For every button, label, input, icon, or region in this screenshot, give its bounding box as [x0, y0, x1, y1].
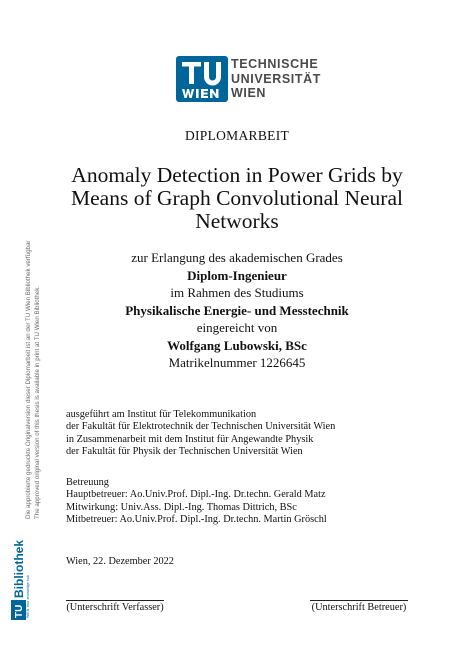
tu-wien-logo-wordmark	[231, 57, 406, 101]
degree-name: Diplom-Ingenieur	[187, 267, 287, 283]
watermark-line-1: Die approbierte gedruckte Originalversion dieser Diplomarbeit ist an der TU Wien Bibliothek verfügbar	[25, 240, 32, 519]
signature-author: (Unterschrift Verfasser)	[66, 602, 164, 613]
institute-block	[66, 409, 335, 458]
title-line-2: Means of Graph Convolutional Neural	[71, 186, 403, 210]
svg-text:WIEN Your knowledge hub: WIEN Your knowledge hub	[26, 575, 30, 618]
degree-intro: zur Erlangung des akademischen Grades	[131, 250, 343, 265]
svg-text:TU: TU	[14, 604, 25, 618]
study-program: Physikalische Energie- und Messtechnik	[125, 302, 349, 318]
document-type: DIPLOMARBEIT	[184, 128, 290, 143]
supervision-heading: Betreuung	[66, 477, 109, 488]
author-name: Wolfgang Lubowski, BSc	[167, 337, 307, 353]
collaborator: Mitwirkung: Univ.Ass. Dipl.-Ing. Thomas Dittrich, BSc	[66, 501, 297, 513]
supervision-block	[66, 477, 327, 526]
title-line-1: Anomaly Detection in Power Grids by	[71, 163, 403, 187]
tu-wien-logo-mark	[176, 56, 228, 102]
thesis-title	[0, 164, 474, 233]
title-line-3: Networks	[195, 209, 279, 233]
institute-line-3: in Zusammenarbeit mit dem Institut für Angewandte Physik	[66, 433, 314, 445]
co-supervisor: Mitbetreuer: Ao.Univ.Prof. Dipl.-Ing. Dr.techn. Martin Gröschl	[66, 513, 327, 525]
main-supervisor: Hauptbetreuer: Ao.Univ.Prof. Dipl.-Ing. Dr.techn. Gerald Matz	[66, 489, 326, 501]
tu-bibliothek-logo	[9, 530, 31, 622]
study-intro: im Rahmen des Studiums	[170, 285, 304, 300]
logo-line-1: TECHNISCHE	[231, 57, 319, 71]
institute-line-4: der Fakultät für Physik der Technischen Universität Wien	[66, 445, 303, 457]
library-watermark	[24, 199, 48, 519]
watermark-line-2: The approved original version of this thesis is available in print at TU Wien Bibliothek.	[34, 285, 41, 519]
degree-block	[0, 249, 474, 372]
institute-line-2: der Fakultät für Elektrotechnik der Technischen Universität Wien	[66, 421, 336, 433]
place-date: Wien, 22. Dezember 2022	[66, 556, 174, 567]
tu-wien-logo	[176, 56, 406, 104]
logo-line-3: WIEN	[231, 86, 267, 100]
matrikel-number: Matrikelnummer 1226645	[168, 355, 306, 370]
logo-line-2: UNIVERSITÄT	[231, 71, 321, 86]
signature-supervisor: (Unterschrift Betreuer)	[311, 602, 407, 613]
institute-line-1: ausgeführt am Institut für Telekommunikation	[66, 409, 257, 420]
svg-text:Bibliothek: Bibliothek	[12, 539, 26, 598]
submitted-by-label: eingereicht von	[196, 320, 278, 335]
